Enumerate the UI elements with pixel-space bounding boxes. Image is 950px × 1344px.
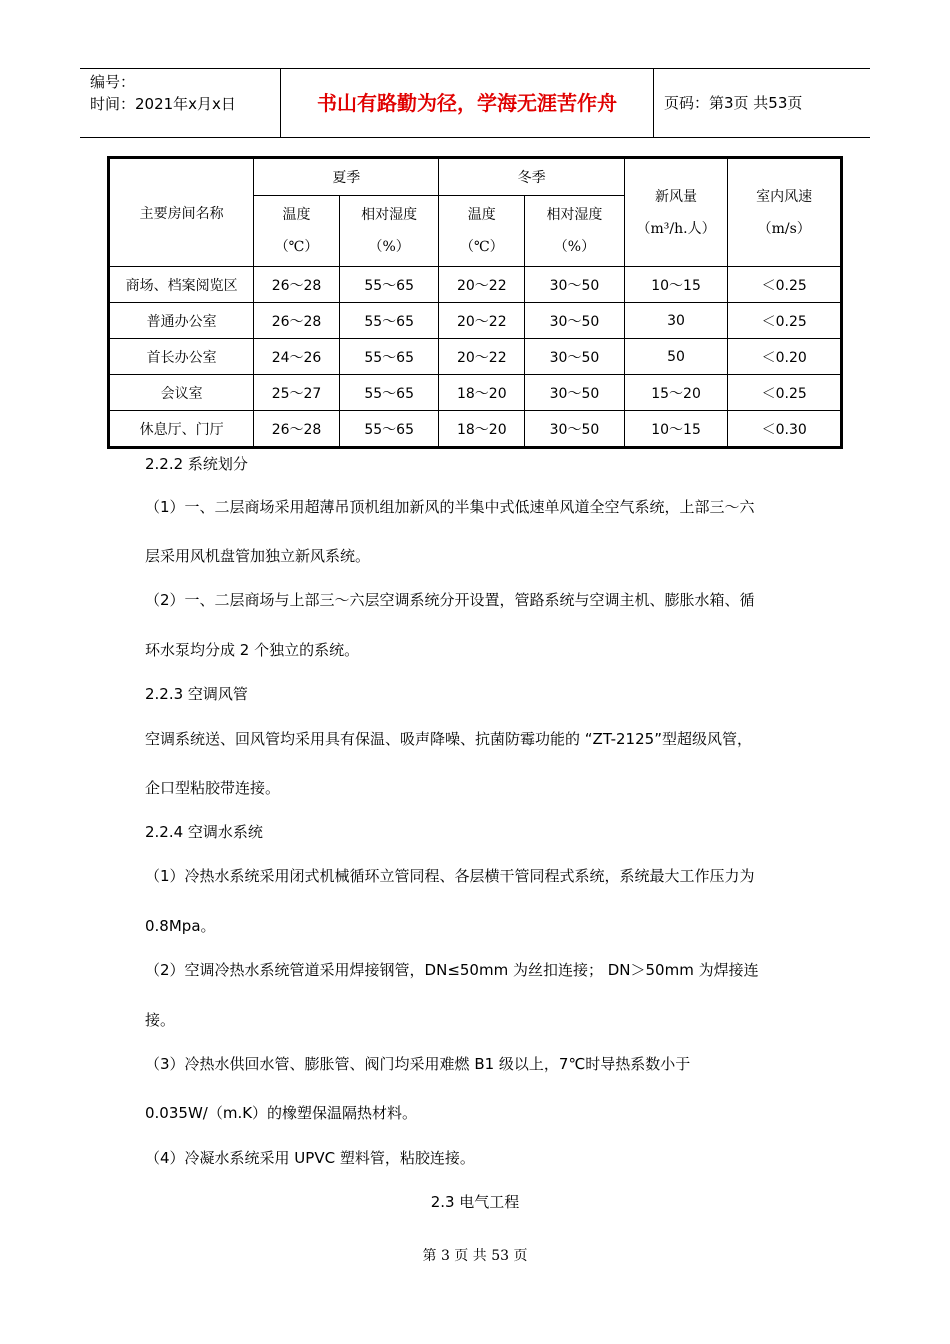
section-heading-2-2-3: 2.2.3 空调风管 [145,685,248,703]
cell-summer-temp: 26～28 [254,411,340,448]
cell-fresh-air: 10～15 [624,267,728,303]
paragraph-line: 层采用风机盘管加独立新风系统。 [145,547,371,565]
section-heading-2-2-4: 2.2.4 空调水系统 [145,823,263,841]
header-summer-temp [254,196,340,267]
paragraph-line: （1）一、二层商场采用超薄吊顶机组加新风的半集中式低速单风道全空气系统，上部三～六 [145,498,755,516]
humidity-unit: （%） [368,239,410,255]
paragraph-line: 企口型粘胶带连接。 [145,779,281,797]
temp-unit: （℃） [459,239,504,255]
paragraph-line: （1）冷热水系统采用闭式机械循环立管同程、各层横干管同程式系统，系统最大工作压力为 [145,867,755,885]
cell-wind-speed: ＜0.25 [728,375,842,411]
paragraph-line: 接。 [145,1011,176,1029]
cell-wind-speed: ＜0.30 [728,411,842,448]
temp-label: 温度 [467,207,496,223]
header-summer-humidity [339,196,439,267]
fresh-air-label: 新风量 [655,188,698,205]
cell-summer-humidity: 55～65 [339,375,439,411]
wind-speed-unit: （m/s） [757,220,811,237]
paragraph-line: （3）冷热水供回水管、膨胀管、阀门均采用难燃 B1 级以上，7℃时导热系数小于 [145,1055,691,1073]
time-label: 时间：2021年x月x日 [90,95,236,113]
table-row [109,303,842,339]
cell-summer-humidity: 55～65 [339,411,439,448]
cell-winter-temp: 18～20 [439,375,525,411]
cell-room: 普通办公室 [109,303,254,339]
paragraph-line: 0.035W/（m.K）的橡塑保温隔热材料。 [145,1104,418,1122]
paragraph-line: （4）冷凝水系统采用 UPVC 塑料管，粘胶连接。 [145,1149,475,1167]
header-summer: 夏季 [254,158,439,196]
table-row [109,339,842,375]
number-label: 编号： [90,73,136,91]
paragraph-line: 空调系统送、回风管均采用具有保温、吸声降噪、抗菌防霉功能的 “ZT-2125”型超级风管， [145,730,752,748]
cell-summer-temp: 25～27 [254,375,340,411]
cell-summer-temp: 26～28 [254,303,340,339]
cell-winter-humidity: 30～50 [525,303,625,339]
wind-speed-label: 室内风速 [756,188,813,205]
humidity-unit: （%） [553,239,596,255]
humidity-label: 相对湿度 [361,207,418,223]
cell-wind-speed: ＜0.20 [728,339,842,375]
cell-fresh-air: 50 [624,339,728,375]
page-footer: 第 3 页 共 53 页 [422,1248,528,1264]
header-wind-speed [728,158,842,267]
cell-wind-speed: ＜0.25 [728,267,842,303]
table-row [109,375,842,411]
cell-room: 休息厅、门厅 [109,411,254,448]
header-winter: 冬季 [439,158,624,196]
temp-label: 温度 [282,207,311,223]
paragraph-line: 环水泵均分成 2 个独立的系统。 [145,641,360,659]
cell-summer-humidity: 55～65 [339,303,439,339]
cell-winter-temp: 20～22 [439,339,525,375]
cell-winter-humidity: 30～50 [525,267,625,303]
cell-summer-temp: 24～26 [254,339,340,375]
cell-summer-humidity: 55～65 [339,267,439,303]
humidity-label: 相对湿度 [546,207,603,223]
fresh-air-unit: （m³/h.人） [636,220,716,237]
cell-summer-humidity: 55～65 [339,339,439,375]
header-info [80,69,281,137]
section-heading-2-3: 2.3 电气工程 [430,1193,520,1211]
cell-winter-temp: 20～22 [439,267,525,303]
header-motto: 书山有路勤为径，学海无涯苦作舟 [281,69,654,137]
cell-fresh-air: 15～20 [624,375,728,411]
header-page-label: 页码：第3页 共53页 [664,94,803,112]
table-header-row [109,158,842,196]
temp-unit: （℃） [274,239,319,255]
header-fresh-air [624,158,728,267]
cell-summer-temp: 26～28 [254,267,340,303]
cell-room: 首长办公室 [109,339,254,375]
cell-winter-humidity: 30～50 [525,339,625,375]
design-parameter-table [107,156,843,449]
header-room: 主要房间名称 [109,158,254,267]
table-row [109,411,842,448]
table-row [109,267,842,303]
cell-fresh-air: 10～15 [624,411,728,448]
cell-winter-temp: 18～20 [439,411,525,448]
header-winter-temp [439,196,525,267]
page-header [80,68,870,138]
cell-room: 商场、档案阅览区 [109,267,254,303]
cell-winter-humidity: 30～50 [525,411,625,448]
section-heading-2-2-2: 2.2.2 系统划分 [145,455,248,473]
cell-room: 会议室 [109,375,254,411]
cell-winter-temp: 20～22 [439,303,525,339]
cell-fresh-air: 30 [624,303,728,339]
paragraph-line: 0.8Mpa。 [145,917,216,935]
paragraph-line: （2）一、二层商场与上部三～六层空调系统分开设置，管路系统与空调主机、膨胀水箱、循 [145,591,755,609]
paragraph-line: （2）空调冷热水系统管道采用焊接钢管，DN≤50mm 为丝扣连接； DN＞50mm 为焊接连 [145,961,759,979]
cell-winter-humidity: 30～50 [525,375,625,411]
cell-wind-speed: ＜0.25 [728,303,842,339]
header-winter-humidity [525,196,625,267]
